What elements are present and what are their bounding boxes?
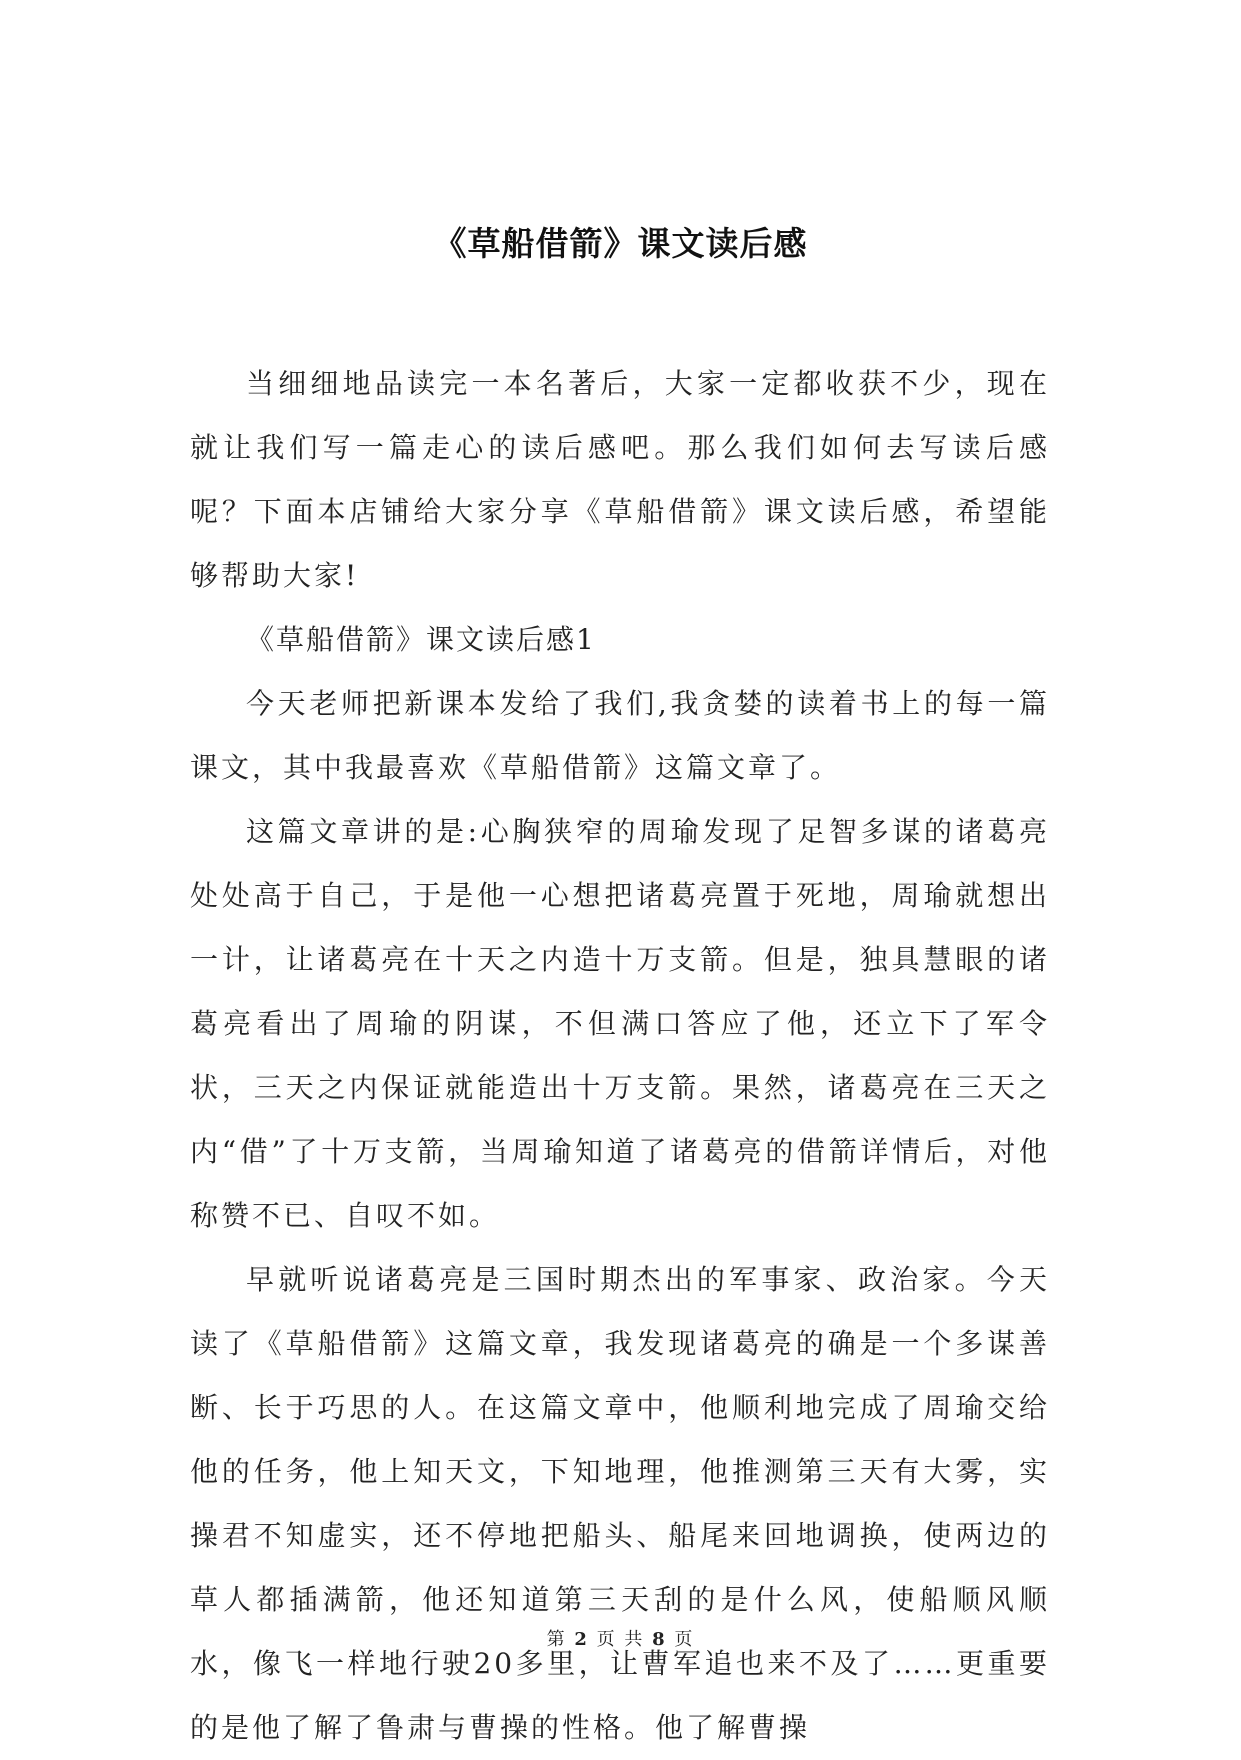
current-page-number: 2 [574,1629,589,1650]
footer-prefix: 第 [546,1629,567,1650]
document-body [190,352,1050,1760]
section-heading: 《草船借箭》课文读后感1 [246,623,596,656]
footer-suffix: 页 [674,1629,695,1650]
page-footer [0,1628,1241,1652]
footer-middle: 页 共 [596,1629,645,1650]
body-paragraph: 这篇文章讲的是:心胸狭窄的周瑜发现了足智多谋的诸葛亮处处高于自己，于是他一心想把诸葛亮置于死地，周瑜就想出一计，让诸葛亮在十天之内造十万支箭。但是，独具慧眼的诸葛亮看出了周瑜的阴谋，不但满口答应了他，还立下了军令状，三天之内保证就能造出十万支箭。果然，诸葛亮在三天之内“借”了十万支箭，当周瑜知道了诸葛亮的借箭详情后，对他称赞不已、自叹不如。 [190,815,1050,1232]
body-paragraph: 今天老师把新课本发给了我们,我贪婪的读着书上的每一篇课文，其中我最喜欢《草船借箭》这篇文章了。 [190,687,1050,784]
total-pages-number: 8 [652,1629,667,1650]
intro-paragraph: 当细细地品读完一本名著后，大家一定都收获不少，现在就让我们写一篇走心的读后感吧。那么我们如何去写读后感呢？下面本店铺给大家分享《草船借箭》课文读后感，希望能够帮助大家! [190,367,1050,592]
document-title: 《草船借箭》课文读后感 [433,224,808,263]
body-paragraph: 早就听说诸葛亮是三国时期杰出的军事家、政治家。今天读了《草船借箭》这篇文章，我发现诸葛亮的确是一个多谋善断、长于巧思的人。在这篇文章中，他顺利地完成了周瑜交给他的任务，他上知天文，下知地理，他推测第三天有大雾，实操君不知虚实，还不停地把船头、船尾来回地调换，使两边的草人都插满箭，他还知道第三天刮的是什么风，使船顺风顺水，像飞一样地行驶20多里，让曹军追也来不及了……更重要的是他了解了鲁肃与曹操的性格。他了解曹操 [190,1263,1050,1744]
